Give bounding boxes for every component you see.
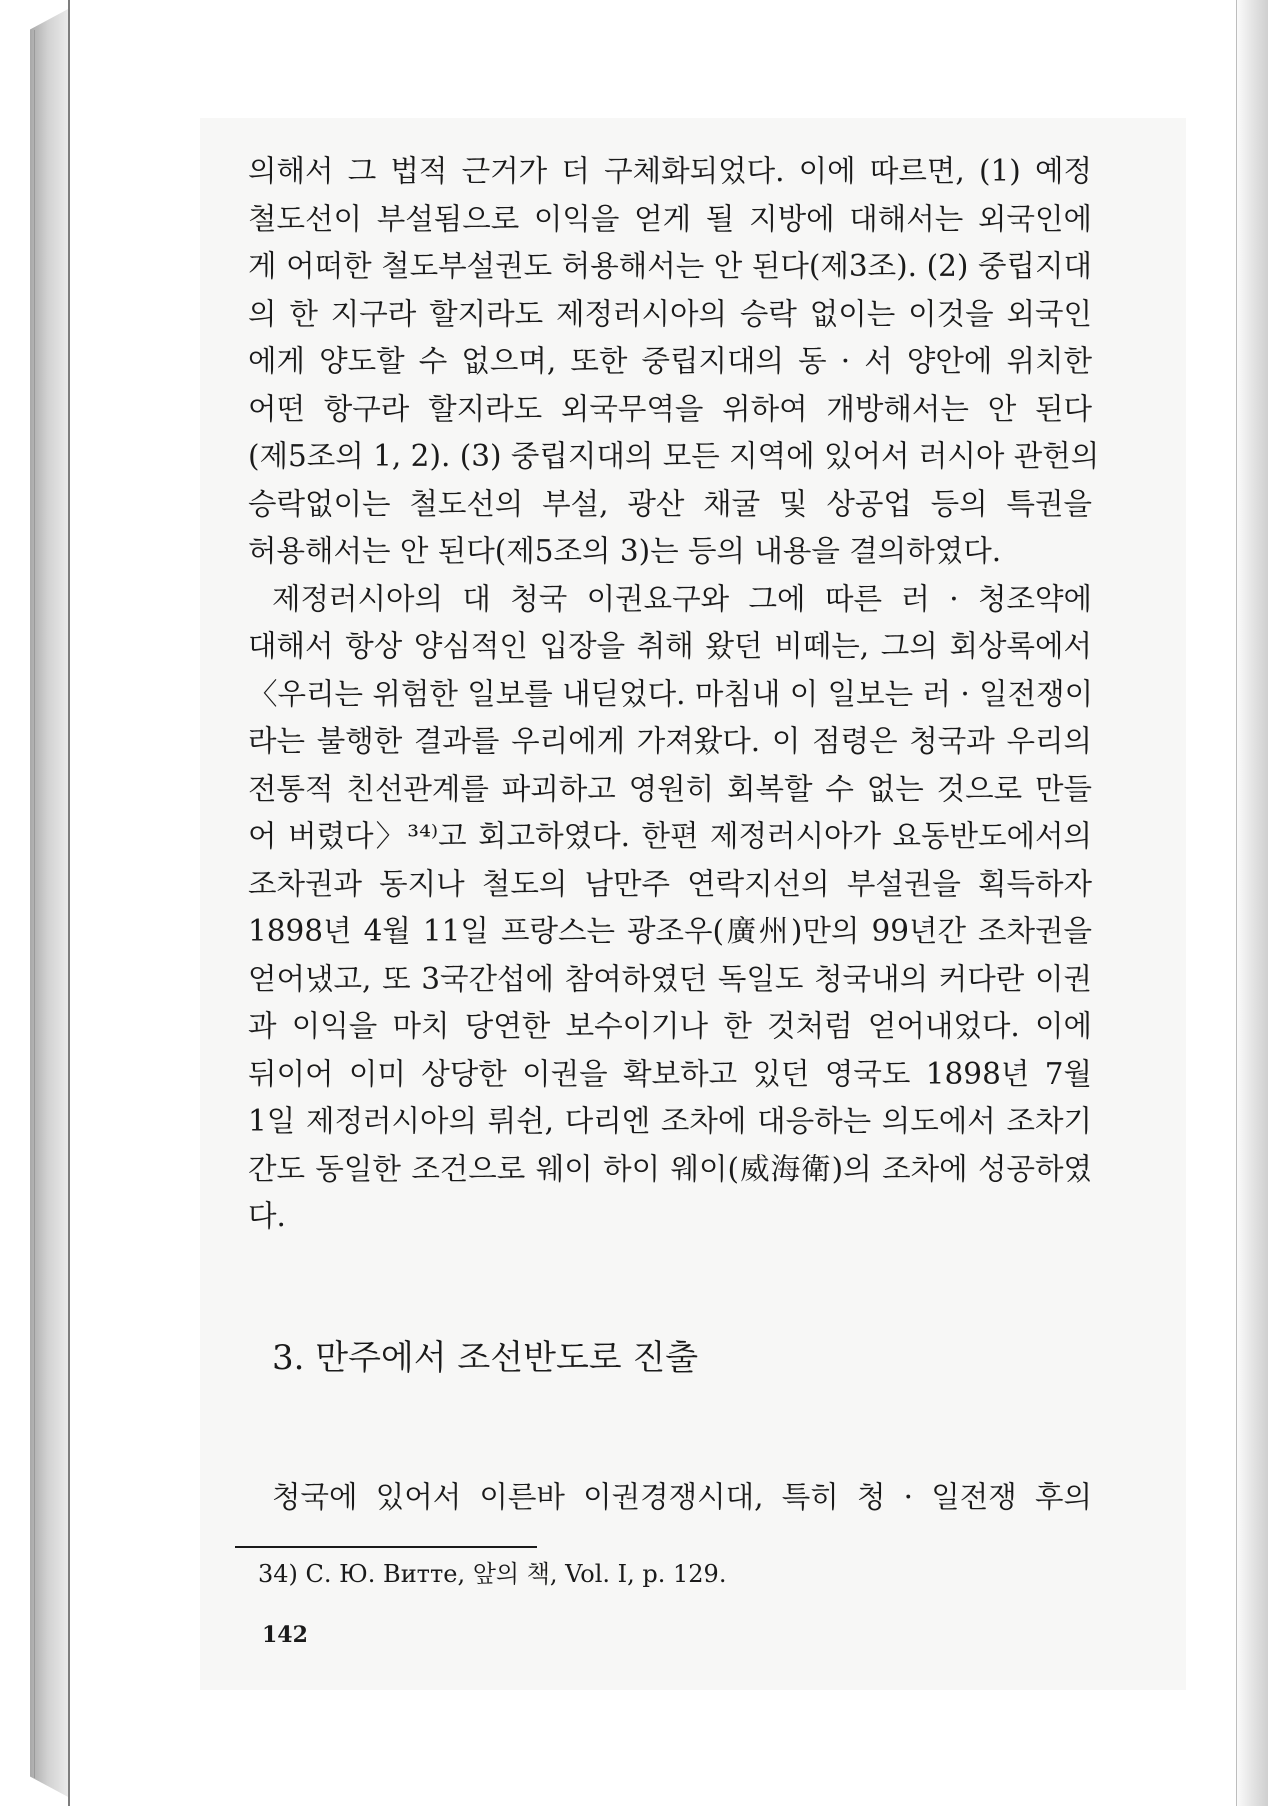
page-number: 142 — [262, 1622, 308, 1648]
next-paragraph — [248, 1474, 1092, 1522]
text-line: 철도선이 부설됨으로 이익을 얻게 될 지방에 대해서는 외국인에 — [248, 201, 1092, 236]
section-heading: 3. 만주에서 조선반도로 진출 — [272, 1338, 699, 1378]
spine-line — [34, 30, 35, 1778]
text-line: 대해서 항상 양심적인 입장을 취해 왔던 비떼는, 그의 회상록에서 — [248, 629, 1092, 663]
text-line: 어떤 항구라 할지라도 외국무역을 위하여 개방해서는 안 된다 — [248, 391, 1092, 426]
text-line: 조차권과 동지나 철도의 남만주 연락지선의 부설권을 획득하자 — [248, 866, 1092, 901]
text-line: 게 어떠한 철도부설권도 허용해서는 안 된다(제3조). (2) 중립지대 — [248, 249, 1092, 283]
body-paragraph — [248, 148, 1100, 1241]
text-line: 과 이익을 마치 당연한 보수이기나 한 것처럼 얻어내었다. 이에 — [248, 1009, 1092, 1043]
text-line: 1일 제정러시아의 뤼쉰, 다리엔 조차에 대응하는 의도에서 조차기 — [248, 1104, 1092, 1138]
text-line: 간도 동일한 조건으로 웨이 하이 웨이(威海衛)의 조차에 성공하였 — [248, 1151, 1092, 1186]
text-line: 의 한 지구라 할지라도 제정러시아의 승락 없이는 이것을 외국인 — [248, 296, 1092, 331]
right-page-shadow — [1234, 0, 1268, 1806]
text-line: 허용해서는 안 된다(제5조의 3)는 등의 내용을 결의하였다. — [248, 534, 1002, 568]
text-line: (제5조의 1, 2). (3) 중립지대의 모든 지역에 있어서 러시아 관헌의 — [248, 439, 1100, 473]
book-spine-edge — [30, 8, 70, 1798]
text-line: 의해서 그 법적 근거가 더 구체화되었다. 이에 따르면, (1) 예정 — [248, 154, 1092, 188]
footnote-rule — [235, 1546, 537, 1548]
text-line: 어 버렸다〉³⁴⁾고 회고하였다. 한편 제정러시아가 요동반도에서의 — [248, 819, 1092, 853]
text-line: 에게 양도할 수 없으며, 또한 중립지대의 동 · 서 양안에 위치한 — [248, 344, 1092, 378]
text-line: 라는 불행한 결과를 우리에게 가져왔다. 이 점령은 청국과 우리의 — [248, 724, 1092, 758]
footnote: 34) С. Ю. Витте, 앞의 책, Vol. Ⅰ, p. 129. — [258, 1560, 727, 1588]
text-line: 뒤이어 이미 상당한 이권을 확보하고 있던 영국도 1898년 7월 — [248, 1056, 1092, 1091]
text-line: 청국에 있어서 이른바 이권경쟁시대, 특히 청 · 일전쟁 후의 — [272, 1480, 1092, 1514]
text-line: 1898년 4월 11일 프랑스는 광조우(廣州)만의 99년간 조차권을 — [248, 914, 1092, 948]
text-line: 제정러시아의 대 청국 이권요구와 그에 따른 러 · 청조약에 — [272, 581, 1092, 616]
text-line: 얻어냈고, 또 3국간섭에 참여하였던 독일도 청국내의 커다란 이권 — [248, 961, 1092, 996]
text-line: 다. — [248, 1199, 286, 1233]
text-line: 〈우리는 위험한 일보를 내딛었다. 마침내 이 일보는 러 · 일전쟁이 — [248, 676, 1094, 711]
text-line: 승락없이는 철도선의 부설, 광산 채굴 및 상공업 등의 특권을 — [248, 486, 1092, 521]
text-line: 전통적 친선관계를 파괴하고 영원히 회복할 수 없는 것으로 만들 — [248, 771, 1092, 806]
